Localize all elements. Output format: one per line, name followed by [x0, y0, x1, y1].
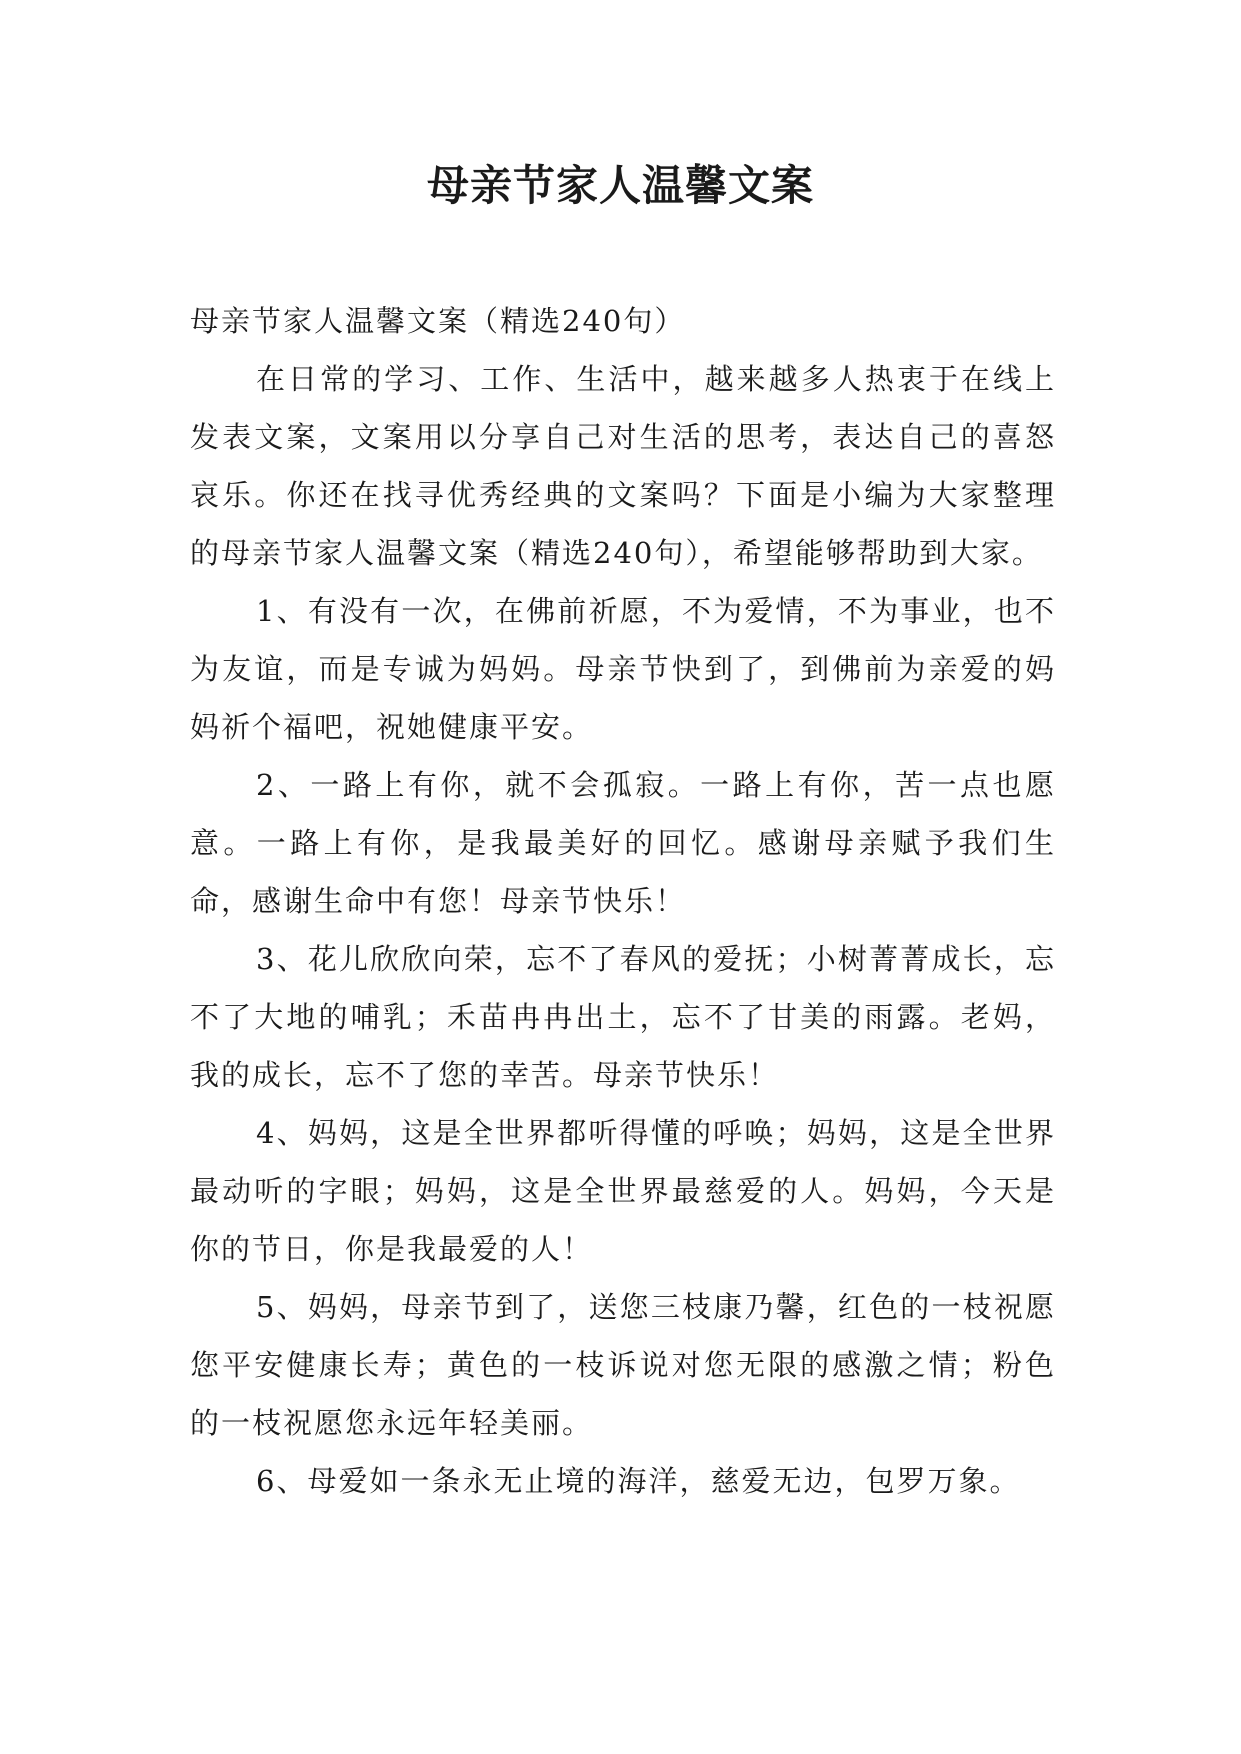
document-body	[190, 292, 1056, 1510]
document-subtitle: 母亲节家人温馨文案（精选240句）	[190, 304, 686, 338]
quote-paragraph-2: 2、一路上有你，就不会孤寂。一路上有你，苦一点也愿意。一路上有你，是我最美好的回忆。感谢母亲赋予我们生命，感谢生命中有您！母亲节快乐！	[190, 768, 1056, 918]
document-title: 母亲节家人温馨文案	[426, 161, 814, 210]
quote-paragraph-4: 4、妈妈，这是全世界都听得懂的呼唤；妈妈，这是全世界最动听的字眼；妈妈，这是全世界最慈爱的人。妈妈，今天是你的节日，你是我最爱的人！	[190, 1116, 1056, 1266]
intro-paragraph: 在日常的学习、工作、生活中，越来越多人热衷于在线上发表文案，文案用以分享自己对生活的思考，表达自己的喜怒哀乐。你还在找寻优秀经典的文案吗？下面是小编为大家整理的母亲节家人温馨文案（精选240句），希望能够帮助到大家。	[190, 362, 1056, 570]
quote-paragraph-5: 5、妈妈，母亲节到了，送您三枝康乃馨，红色的一枝祝愿您平安健康长寿；黄色的一枝诉说对您无限的感激之情；粉色的一枝祝愿您永远年轻美丽。	[190, 1290, 1056, 1440]
quote-paragraph-3: 3、花儿欣欣向荣，忘不了春风的爱抚；小树菁菁成长，忘不了大地的哺乳；禾苗冉冉出土，忘不了甘美的雨露。老妈，我的成长，忘不了您的幸苦。母亲节快乐！	[190, 942, 1056, 1092]
quote-paragraph-1: 1、有没有一次，在佛前祈愿，不为爱情，不为事业，也不为友谊，而是专诚为妈妈。母亲节快到了，到佛前为亲爱的妈妈祈个福吧，祝她健康平安。	[190, 594, 1056, 744]
quote-paragraph-6: 6、母爱如一条永无止境的海洋，慈爱无边，包罗万象。	[256, 1464, 1021, 1498]
